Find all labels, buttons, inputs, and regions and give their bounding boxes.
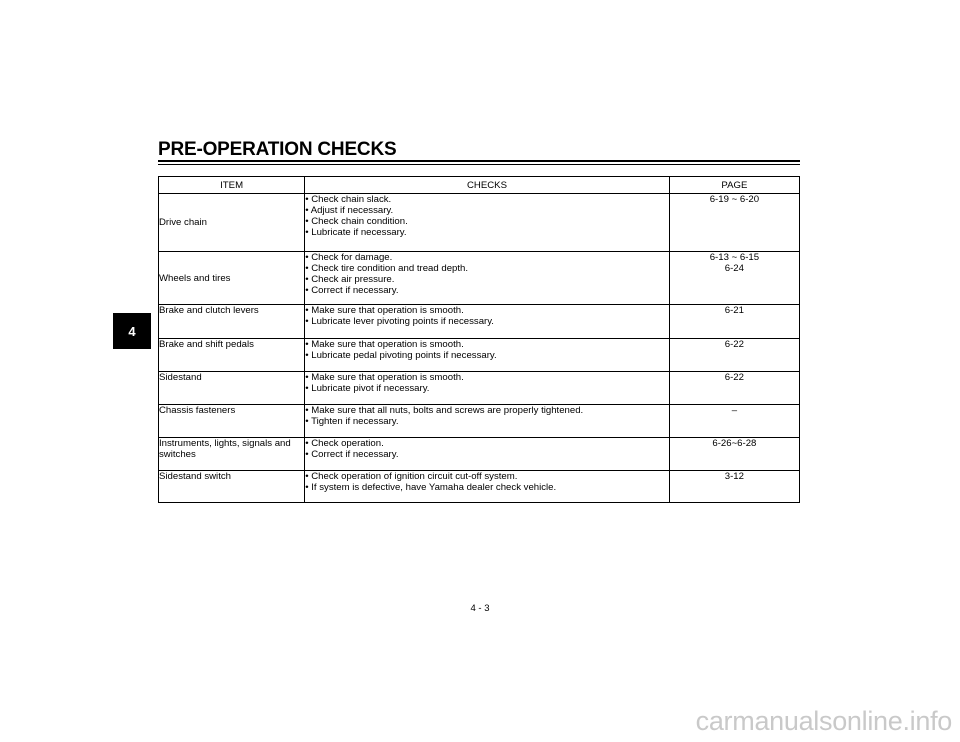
row-page (669, 305, 799, 339)
row-item: Brake and clutch levers (159, 305, 305, 339)
page-reference: 3-12 (724, 471, 744, 482)
page-reference: – (731, 405, 738, 416)
row-page (669, 194, 799, 252)
page-reference: 6-13 ~ 6-15 (709, 252, 760, 263)
row-item: Brake and shift pedals (159, 339, 305, 372)
check-line: • Check chain condition. (305, 216, 408, 227)
row-page (669, 438, 799, 471)
table-row (159, 305, 800, 339)
check-line: • Lubricate lever pivoting points if necessary. (305, 316, 494, 327)
check-line: • Check operation. (305, 438, 384, 449)
check-line: • Tighten if necessary. (305, 416, 399, 427)
row-page (669, 405, 799, 438)
title-rule (158, 160, 800, 162)
page-reference: 6-21 (724, 305, 744, 316)
page-reference: 6-26~6-28 (712, 438, 757, 449)
check-line: • Check for damage. (305, 252, 393, 263)
check-line: • Make sure that operation is smooth. (305, 305, 464, 316)
row-page (669, 252, 799, 305)
page-reference: 6-22 (724, 339, 744, 350)
page-reference: 6-24 (724, 263, 744, 274)
row-checks (305, 305, 670, 339)
row-page (669, 339, 799, 372)
table-row (159, 194, 800, 252)
row-checks (305, 471, 670, 503)
check-line: • Correct if necessary. (305, 449, 399, 460)
check-line: • Lubricate pedal pivoting points if necessary. (305, 350, 497, 361)
row-item: Sidestand switch (159, 471, 305, 503)
check-line: • Make sure that all nuts, bolts and screws are properly tightened. (305, 405, 584, 416)
page-title: PRE-OPERATION CHECKS (158, 139, 397, 160)
pre-operation-checks-table (158, 176, 800, 503)
row-item: Chassis fasteners (159, 405, 305, 438)
row-page (669, 372, 799, 405)
table-row (159, 405, 800, 438)
check-line: • Check operation of ignition circuit cut-off system. (305, 471, 518, 482)
check-line: • Make sure that operation is smooth. (305, 339, 464, 350)
chapter-tab: 4 (113, 313, 151, 349)
row-checks (305, 339, 670, 372)
check-line: • If system is defective, have Yamaha dealer check vehicle. (305, 482, 557, 493)
check-line: • Adjust if necessary. (305, 205, 394, 216)
watermark: carmanualsonline.info (695, 706, 952, 736)
check-line: • Check chain slack. (305, 194, 392, 205)
row-item: Sidestand (159, 372, 305, 405)
table-row (159, 339, 800, 372)
row-checks (305, 372, 670, 405)
page-reference: 6-22 (724, 372, 744, 383)
row-checks (305, 194, 670, 252)
check-line: • Make sure that operation is smooth. (305, 372, 464, 383)
check-line: • Lubricate pivot if necessary. (305, 383, 430, 394)
row-checks (305, 438, 670, 471)
check-line: • Check air pressure. (305, 274, 395, 285)
table-row (159, 471, 800, 503)
check-line: • Lubricate if necessary. (305, 227, 407, 238)
check-line: • Check tire condition and tread depth. (305, 263, 469, 274)
header-checks: CHECKS (305, 177, 670, 194)
row-page (669, 471, 799, 503)
row-item: Drive chain (159, 194, 305, 252)
header-page: PAGE (669, 177, 799, 194)
table-header-row (159, 177, 800, 194)
row-item: Wheels and tires (159, 252, 305, 305)
table-row (159, 438, 800, 471)
row-item: Instruments, lights, signals and switches (159, 438, 305, 471)
row-checks (305, 252, 670, 305)
table-row (159, 372, 800, 405)
row-checks (305, 405, 670, 438)
header-item: ITEM (159, 177, 305, 194)
page-reference: 6-19 ~ 6-20 (709, 194, 760, 205)
check-line: • Correct if necessary. (305, 285, 399, 296)
page-number: 4 - 3 (470, 603, 490, 614)
table-row (159, 252, 800, 305)
